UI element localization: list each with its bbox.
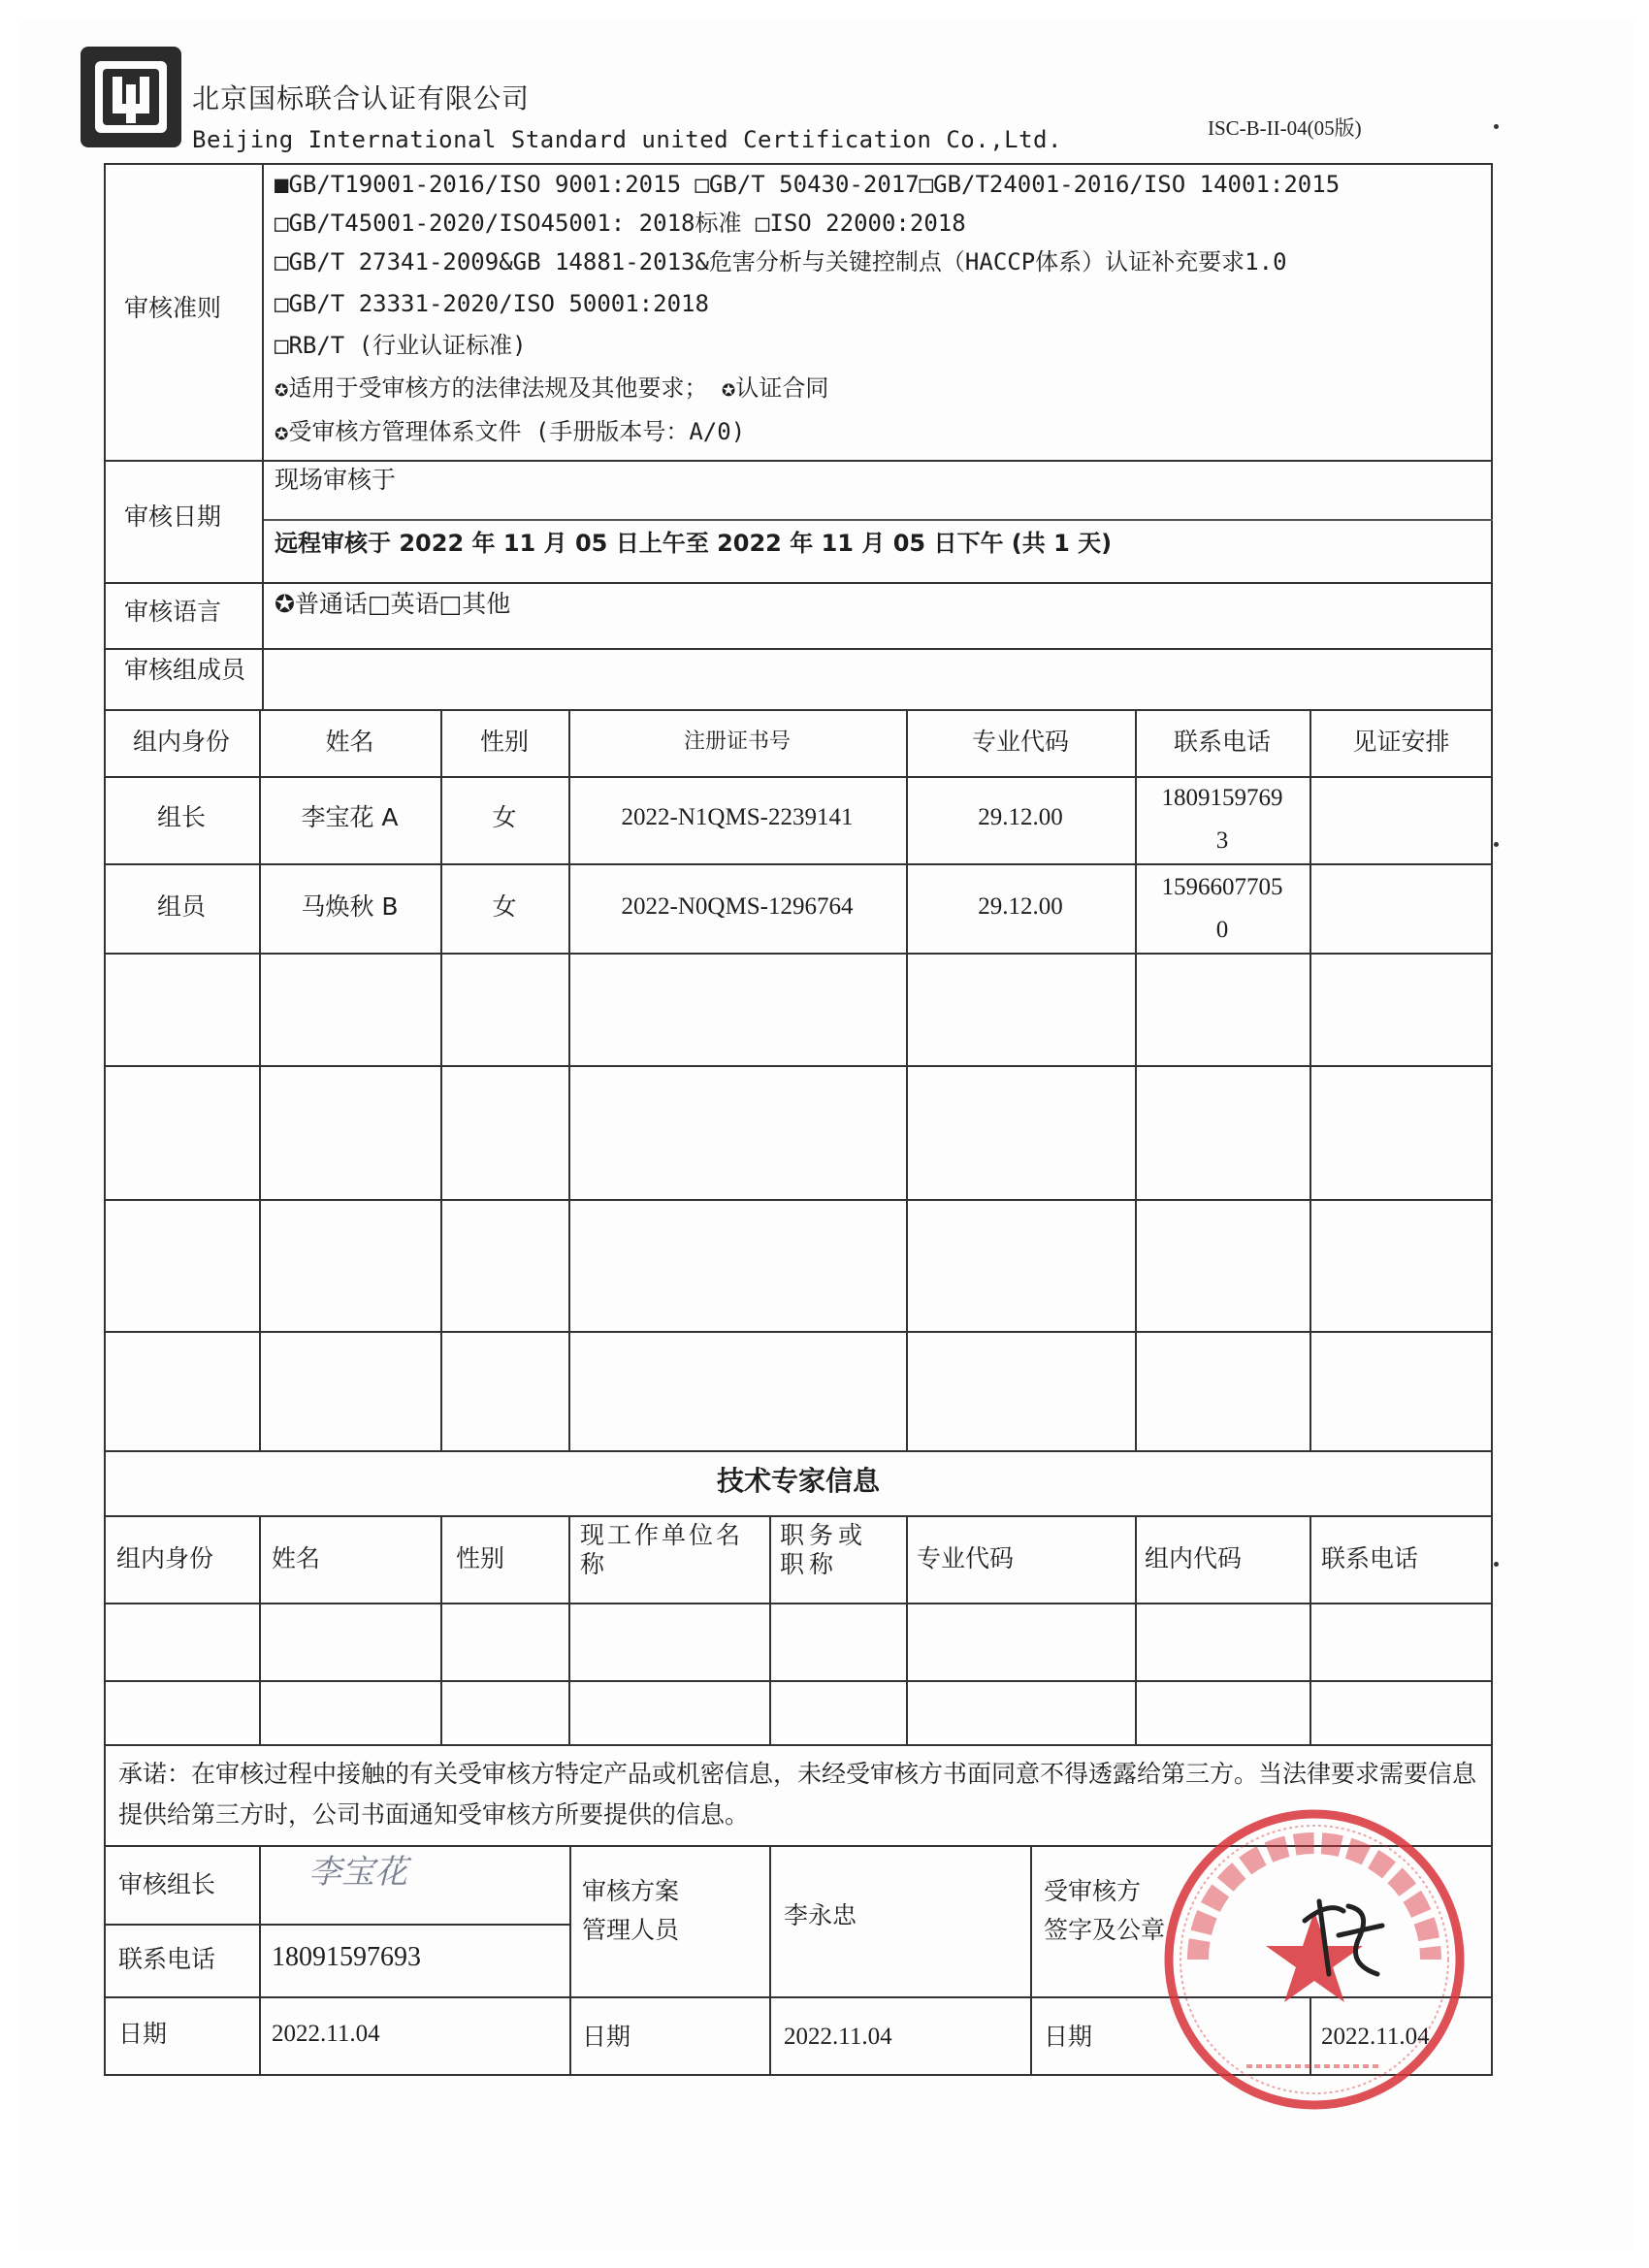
team-header: 联系电话 [1173, 728, 1271, 756]
team-phone-cont: 3 [1215, 827, 1229, 854]
margin-mark [1494, 842, 1499, 847]
row-divider [104, 1331, 1493, 1333]
team-gender: 女 [492, 803, 517, 831]
row-divider [262, 519, 1493, 521]
team-code: 29.12.00 [978, 893, 1063, 920]
row-divider [104, 648, 1493, 650]
team-header: 组内身份 [132, 728, 230, 756]
client-signature [1290, 1882, 1397, 1989]
manager-name: 李永忠 [784, 1901, 857, 1929]
date-label-manager: 日期 [582, 2023, 631, 2051]
company-name-en: Beijing International Standard united Certification Co.,Ltd. [192, 126, 1062, 153]
col-divider [568, 1515, 570, 1744]
date-label-client: 日期 [1044, 2023, 1093, 2051]
criteria-line: □GB/T 23331-2020/ISO 50001:2018 [275, 290, 709, 317]
date-client: 2022.11.04 [1321, 2024, 1430, 2050]
row-divider [104, 1450, 1493, 1452]
commitment-text: 承诺：在审核过程中接触的有关受审核方特定产品或机密信息，未经受审核方书面同意不得透露给第三方。当法律要求需要信息提供给第三方时，公司书面通知受审核方所要提供的信息。 [118, 1760, 1477, 1829]
criteria-line: ■GB/T19001-2016/ISO 9001:2015 □GB/T 50430-2017□GB/T24001-2016/ISO 14001:2015 [275, 171, 1341, 198]
manager-label-2: 管理人员 [582, 1916, 680, 1944]
row-divider [104, 582, 1493, 584]
col-divider [440, 1515, 442, 1744]
criteria-line: □GB/T 27341-2009&GB 14881-2013&危害分析与关键控制点（HACCP体系）认证补充要求1.0 [275, 248, 1287, 275]
row-divider [104, 1603, 1493, 1604]
team-label: 审核组成员 [124, 656, 246, 684]
col-divider [906, 1515, 908, 1744]
col-divider [1310, 709, 1311, 1450]
expert-header: 性别 [456, 1544, 505, 1572]
team-cert: 2022-N1QMS-2239141 [621, 804, 854, 830]
team-role: 组员 [156, 892, 206, 921]
row-divider [104, 1924, 569, 1926]
criteria-label: 审核准则 [124, 294, 222, 322]
criteria-line: ✪受审核方管理体系文件 (手册版本号：A/0) [275, 418, 746, 445]
team-name: 马焕秋 B [301, 892, 399, 921]
team-code: 29.12.00 [978, 804, 1063, 830]
row-divider [104, 1199, 1493, 1201]
col-divider [1135, 1515, 1137, 1744]
audit-language-label: 审核语言 [124, 598, 222, 626]
col-divider [1310, 1515, 1311, 1744]
phone-label: 联系电话 [118, 1945, 216, 1973]
row-divider [104, 460, 1493, 462]
team-header: 性别 [479, 728, 529, 756]
expert-header: 现工作单位名称 [580, 1521, 744, 1578]
margin-mark [1494, 1562, 1499, 1567]
margin-mark [1494, 124, 1499, 129]
criteria-line: ✪适用于受审核方的法律法规及其他要求； ✪认证合同 [275, 374, 829, 402]
team-name: 李宝花 A [301, 803, 399, 831]
company-name-cn: 北京国标联合认证有限公司 [192, 82, 531, 114]
leader-label: 审核组长 [118, 1870, 216, 1898]
criteria-line: □GB/T45001-2020/ISO45001: 2018标准 □ISO 22000:2018 [275, 210, 966, 237]
remote-audit-text: 远程审核于 2022 年 11 月 05 日上午至 2022 年 11 月 05 日下午 (共 1 天) [275, 530, 1113, 557]
experts-title: 技术专家信息 [716, 1465, 880, 1497]
col-divider [262, 163, 264, 709]
col-divider [259, 1515, 261, 1744]
audit-date-label: 审核日期 [124, 502, 222, 531]
col-divider [1030, 1845, 1032, 2076]
row-divider [104, 1744, 1493, 1746]
col-divider [769, 1515, 771, 1744]
date-manager: 2022.11.04 [784, 2024, 892, 2050]
team-role: 组长 [156, 803, 206, 831]
team-header: 专业代码 [971, 728, 1069, 756]
team-phone: 1596607705 [1161, 874, 1283, 900]
expert-header: 专业代码 [917, 1544, 1015, 1572]
col-divider [1135, 709, 1137, 1450]
row-divider [104, 1515, 1493, 1517]
row-divider [104, 776, 1493, 778]
team-phone-cont: 0 [1215, 917, 1229, 943]
row-divider [104, 863, 1493, 865]
team-header: 姓名 [325, 728, 374, 756]
row-divider [104, 1065, 1493, 1067]
row-divider [104, 1680, 1493, 1682]
expert-header: 联系电话 [1321, 1544, 1419, 1572]
col-divider [769, 1845, 771, 2076]
expert-header: 组内代码 [1145, 1544, 1243, 1572]
team-cert: 2022-N0QMS-1296764 [621, 893, 854, 920]
client-label-2: 签字及公章 [1044, 1916, 1166, 1944]
col-divider [259, 1845, 261, 2076]
team-phone: 1809159769 [1161, 785, 1283, 811]
date-leader: 2022.11.04 [272, 2021, 380, 2047]
client-label: 受审核方 [1044, 1877, 1142, 1905]
audit-language-value: ✪普通话□英语□其他 [275, 590, 511, 618]
expert-header: 组内身份 [116, 1544, 214, 1572]
date-label-leader: 日期 [118, 2020, 168, 2048]
company-logo-icon [78, 44, 184, 150]
col-divider [569, 1845, 571, 2076]
team-header: 注册证书号 [683, 729, 791, 754]
onsite-audit-text: 现场审核于 [275, 466, 397, 494]
leader-phone: 18091597693 [272, 1942, 421, 1972]
row-divider [104, 709, 1493, 711]
team-gender: 女 [492, 892, 517, 921]
document-code: ISC-B-II-04(05版) [1208, 116, 1362, 140]
criteria-line: □RB/T (行业认证标准) [275, 332, 527, 359]
team-header: 见证安排 [1352, 728, 1450, 756]
expert-header: 职务或职称 [780, 1521, 868, 1578]
row-divider [104, 953, 1493, 955]
manager-label: 审核方案 [582, 1877, 680, 1905]
leader-signature: 李宝花 [308, 1853, 407, 1892]
expert-header: 姓名 [272, 1544, 321, 1572]
